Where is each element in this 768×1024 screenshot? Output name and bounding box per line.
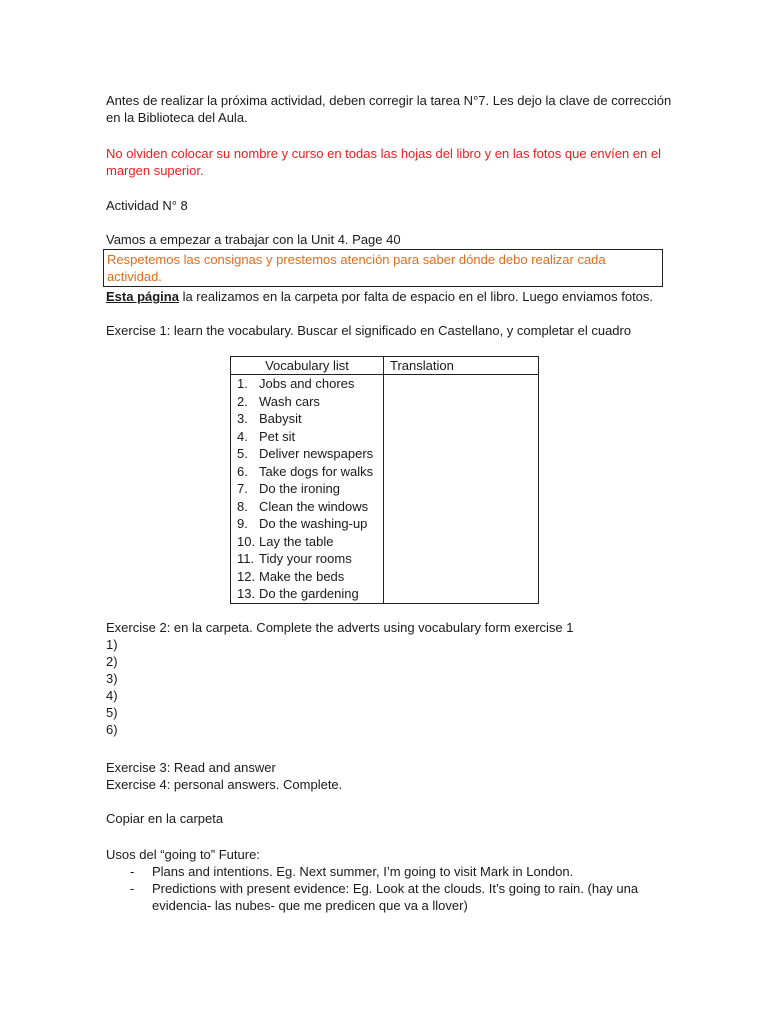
exercise-2-section [106,619,574,738]
vocab-item-text: Tidy your rooms [259,551,352,566]
header-vocabulary-list: Vocabulary list [231,357,384,375]
vocab-item-text: Take dogs for walks [259,463,374,479]
vocab-item-number: 3. [237,411,248,426]
vocabulary-cell [231,375,384,604]
vocabulary-table [230,356,539,604]
intro-paragraph [106,92,671,126]
table-row [231,428,383,446]
vocab-item-number: 8. [237,498,248,514]
table-row [231,445,383,463]
exercise-1-instructions: Exercise 1: learn the vocabulary. Buscar el significado en Castellano, y completar el cuadro [106,323,632,338]
table-row [231,410,383,428]
vocab-item-number: 7. [237,481,248,496]
uses-title: Usos del “going to” Future: [106,847,260,862]
vocabulary-list [231,375,383,603]
vocab-item-text: Do the ironing [259,481,340,496]
folder-note [106,288,653,305]
reminder-line-2: margen superior. [106,163,204,178]
intro-line-1: Antes de realizar la próxima actividad, deben corregir la tarea N°7. Les dejo la clave de corrección [106,93,672,108]
table-body-row [231,375,539,604]
list-item: 1) [106,637,118,652]
vocab-item-number: 12. [237,568,256,584]
table-row [231,393,383,411]
table-row [231,533,383,551]
vocab-item-number: 2. [237,393,248,409]
vocab-item-number: 10. [237,533,256,549]
vocab-item-text: Make the beds [259,568,345,584]
going-to-uses-section [106,846,646,914]
vocab-item-number: 9. [237,516,248,531]
vocab-item-text: Clean the windows [259,498,369,514]
list-item: 2) [106,654,118,669]
table-header-row [231,357,539,375]
vocab-item-number: 11. [237,551,255,566]
list-item: 5) [106,705,118,720]
vocab-item-text: Do the gardening [259,586,359,601]
list-item: 6) [106,722,118,737]
vocab-item-text: Babysit [259,411,302,426]
vocab-item-text: Lay the table [259,533,334,549]
vocab-item-text: Pet sit [259,428,296,444]
unit-line: Vamos a empezar a trabajar con la Unit 4. Page 40 [106,232,401,247]
table-row [231,498,383,516]
exercise-3-4-section [106,759,342,793]
activity-title: Actividad N° 8 [106,198,188,213]
vocab-item-text: Jobs and chores [259,376,355,391]
table-row [231,568,383,586]
reminder-paragraph [106,145,661,179]
vocab-item-number: 5. [237,446,248,461]
exercise-4-instructions: Exercise 4: personal answers. Complete. [106,777,343,792]
table-row [231,375,383,393]
folder-note-emphasis: Esta página [106,289,179,304]
exercise-2-answer-list [106,636,574,738]
vocab-item-number: 13. [237,586,256,601]
translation-cell[interactable] [384,375,539,604]
header-translation: Translation [384,357,539,375]
table-row [231,515,383,533]
list-item: 4) [106,688,118,703]
list-item: - Predictions with present evidence: Eg. Look at the clouds. It’s going to rain. (hay una evidencia- las nubes- que me predicen que va a llover) [106,880,646,914]
exercise-3-instructions: Exercise 3: Read and answer [106,760,276,775]
folder-note-rest: la realizamos en la carpeta por falta de espacio en el libro. Luego enviamos fotos. [178,289,654,304]
vocab-item-number: 1. [237,376,248,391]
vocab-item-number: 4. [237,428,248,444]
vocab-item-text: Deliver newspapers [259,446,374,461]
instructions-box: Respetemos las consignas y prestemos atención para saber dónde debo realizar cada actividad. [103,249,663,287]
vocab-item-number: 6. [237,463,248,479]
exercise-2-instructions: Exercise 2: en la carpeta. Complete the adverts using vocabulary form exercise 1 [106,620,574,635]
vocab-item-text: Wash cars [259,393,320,409]
reminder-line-1: No olviden colocar su nombre y curso en todas las hojas del libro y en las fotos que envíen en el [106,146,661,161]
intro-line-2: en la Biblioteca del Aula. [106,110,248,125]
copy-note: Copiar en la carpeta [106,811,224,826]
uses-list [106,863,646,914]
list-item: 3) [106,671,118,686]
table-row [231,480,383,498]
table-row [231,585,383,603]
table-row [231,550,383,568]
list-item: - Plans and intentions. Eg. Next summer, I’m going to visit Mark in London. [106,863,646,880]
vocab-item-text: Do the washing-up [259,516,368,531]
table-row [231,463,383,481]
